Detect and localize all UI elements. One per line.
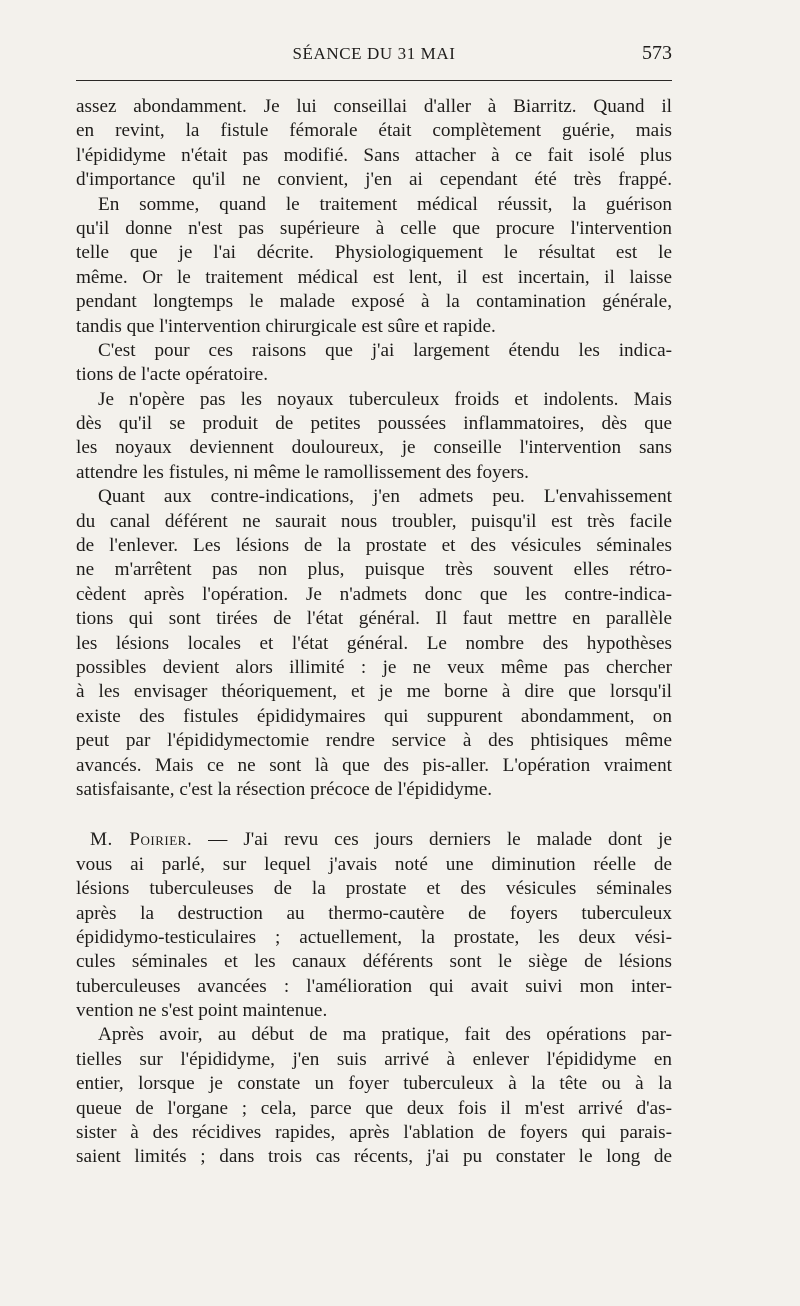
text-line: assez abondamment. Je lui conseillai d'aller à Biarritz. Quand il — [76, 96, 672, 117]
text-line: tuberculeuses avancées : l'amélioration qui avait suivi mon inter- — [76, 975, 672, 997]
text-line: lésions tuberculeuses de la prostate et des vésicules séminales — [76, 878, 672, 900]
text-line: avancés. Mais ce ne sont là que des pis-aller. L'opération vraiment — [76, 754, 672, 776]
text-line: C'est pour ces raisons que j'ai largement étendu les indica- — [98, 339, 672, 361]
page-number: 573 — [642, 42, 672, 64]
text-line: les noyaux deviennent douloureux, je conseille l'intervention sans — [76, 437, 672, 459]
text-line: cules séminales et les canaux déférents sont le siège de lésions — [76, 951, 672, 973]
text-line: Je n'opère pas les noyaux tuberculeux froids et indolents. Mais — [98, 388, 672, 410]
text-line: telle que je l'ai décrite. Physiologiquement le résultat est le — [76, 242, 672, 264]
paragraph-5 — [76, 485, 672, 802]
running-head-title: SÉANCE DU 31 MAI — [292, 44, 456, 63]
text-line: épididymo-testiculaires ; actuellement, la prostate, les deux vési- — [76, 926, 672, 948]
text-line: à les envisager théoriquement, et je me borne à dire que lorsqu'il — [76, 681, 672, 703]
text-line: saient limités ; dans trois cas récents, j'ai pu constater le long de — [76, 1146, 672, 1168]
text-line: entier, lorsque je constate un foyer tuberculeux à la tête ou à la — [76, 1073, 672, 1095]
text-line: queue de l'organe ; cela, parce que deux fois il m'est arrivé d'as- — [76, 1097, 672, 1119]
text-line: cèdent après l'opération. Je n'admets donc que les contre-indica- — [76, 583, 672, 605]
paragraph-7 — [76, 1023, 672, 1169]
text-line: d'importance qu'il ne convient, j'en ai cependant été très frappé. — [76, 169, 672, 191]
speaker-name: M. Poirier. — [90, 829, 193, 851]
text-line: du canal déférent ne saurait nous troubler, puisqu'il est très facile — [76, 510, 672, 532]
text-line: pendant longtemps le malade exposé à la contamination générale, — [76, 291, 672, 313]
text-line: tielles sur l'épididyme, j'en suis arrivé à enlever l'épididyme en — [76, 1048, 672, 1070]
text-line: Quant aux contre-indications, j'en admets peu. L'envahissement — [98, 486, 672, 508]
text-line — [76, 828, 672, 852]
text-line: même. Or le traitement médical est lent, il est incertain, il laisse — [76, 266, 672, 288]
text-line: qu'il donne n'est pas supérieure à celle que procure l'intervention — [76, 217, 672, 239]
text-line: tions de l'acte opératoire. — [76, 364, 269, 386]
text-line: après la destruction au thermo-cautère de foyers tuberculeux — [76, 902, 672, 924]
text-line: tions qui sont tirées de l'état général. Il faut mettre en parallèle — [76, 608, 672, 630]
text-line: Après avoir, au début de ma pratique, fait des opérations par- — [98, 1024, 672, 1046]
text-line: les lésions locales et l'état général. Le nombre des hypothèses — [76, 632, 672, 654]
paragraph-2 — [76, 193, 672, 339]
text-line: peut par l'épididymectomie rendre service à des phtisiques même — [76, 730, 672, 752]
text-line: ne m'arrêtent pas non plus, puisque très souvent elles rétro- — [76, 559, 672, 581]
paragraph-6 — [76, 828, 672, 1023]
text-line: En somme, quand le traitement médical réussit, la guérison — [98, 193, 672, 215]
section-gap — [76, 802, 672, 828]
paragraph-3 — [76, 339, 672, 388]
text-line: satisfaisante, c'est la résection précoce de l'épididyme. — [76, 778, 493, 800]
text-line: en revint, la fistule fémorale était complètement guérie, mais — [76, 120, 672, 142]
text-line: sister à des récidives rapides, après l'ablation de foyers qui parais- — [76, 1122, 672, 1144]
text-line: vention ne s'est point maintenue. — [76, 1000, 328, 1022]
paragraph-1 — [76, 95, 672, 193]
text-line: vous ai parlé, sur lequel j'avais noté une diminution réelle de — [76, 853, 672, 875]
text-line: de l'enlever. Les lésions de la prostate et des vésicules séminales — [76, 535, 672, 557]
text-line: tandis que l'intervention chirurgicale est sûre et rapide. — [76, 315, 496, 337]
text-line: attendre les fistules, ni même le ramollissement des foyers. — [76, 461, 529, 483]
text-line: dès qu'il se produit de petites poussées inflammatoires, dès que — [76, 413, 672, 435]
header-rule — [76, 80, 672, 81]
text-line-rest: — J'ai revu ces jours derniers le malade dont je — [192, 829, 672, 851]
text-line: existe des fistules épididymaires qui suppurent abondamment, on — [76, 705, 672, 727]
paragraph-4 — [76, 388, 672, 486]
text-line: l'épididyme n'était pas modifié. Sans attacher à ce fait isolé plus — [76, 144, 672, 166]
body-text — [76, 95, 672, 1170]
text-line: possibles devient alors illimité : je ne veux même pas chercher — [76, 656, 672, 678]
running-head — [76, 42, 672, 70]
